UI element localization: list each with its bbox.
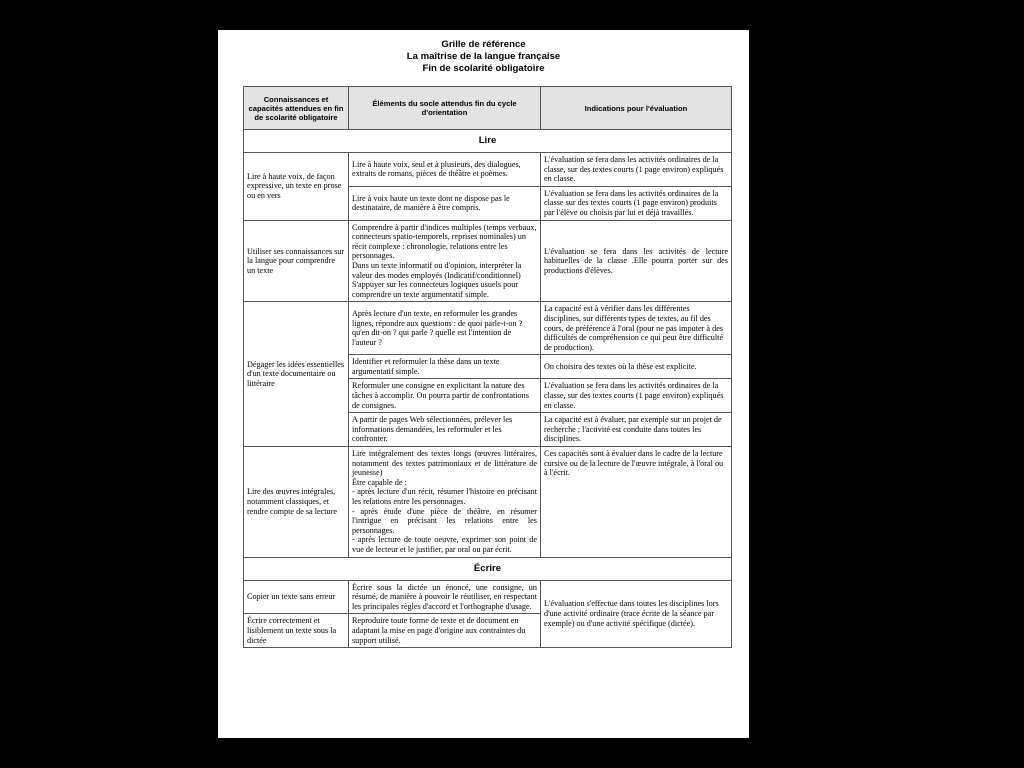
skill-cell: Copier un texte sans erreur [244, 580, 349, 614]
column-header-evaluation-label: Indications pour l'évaluation [584, 103, 688, 113]
element-line: Dans un texte informatif ou d'opinion, interpréter la valeur des modes employés (Indicatif/conditionnel) [352, 260, 522, 280]
skill-cell: Dégager les idées essentielles d'un texte documentaire ou littéraire [244, 302, 349, 447]
table-row [244, 447, 732, 558]
table-row [244, 302, 732, 355]
table-row [244, 220, 732, 302]
document-title [218, 39, 749, 75]
skill-cell: Lire à haute voix, de façon expressive, un texte en prose ou en vers [244, 153, 349, 221]
indication-cell: On choisira des textes où la thèse est explicite. [541, 355, 732, 379]
element-cell: Après lecture d'un texte, en reformuler les grandes lignes, répondre aux questions : de quoi parle-t-on ? qu'en dit-on ? qui parle ? quelle est l'intention de l'auteur ? [349, 302, 541, 355]
document-page [218, 30, 749, 738]
title-line-2: La maîtrise de la langue française [406, 51, 561, 62]
indication-cell: Ces capacités sont à évaluer dans le cadre de la lecture cursive ou de la lecture de l'œuvre intégrale, à l'oral ou à l'écrit. [541, 447, 732, 558]
table-header-row [244, 87, 732, 130]
element-cell [349, 220, 541, 302]
element-cell: Identifier et reformuler la thèse dans un texte argumentatif simple. [349, 355, 541, 379]
element-cell: Lire à voix haute un texte dont ne dispose pas le destinataire, de manière à être compris. [349, 186, 541, 220]
section-row-ecrire [244, 557, 732, 580]
element-line: - après étude d'une pièce de théâtre, en résumer l'intrigue en précisant les relations entre les personnages. [352, 506, 537, 535]
element-cell: Reformuler une consigne en explicitant la nature des tâches à accomplir. On pourra partir de confrontations de consignes. [349, 379, 541, 413]
indication-cell: L'évaluation se fera dans les activités ordinaires de la classe, sur des textes courts (1 page environ) expliqués en classe. [541, 379, 732, 413]
column-header-elements-label: Éléments du socle attendus fin du cycle d'orientation [372, 99, 517, 117]
element-cell [349, 447, 541, 558]
skill-cell: Écrire correctement et lisiblement un texte sous la dictée [244, 614, 349, 648]
title-line-3: Fin de scolarité obligatoire [422, 63, 545, 74]
element-line: Lire intégralement des textes longs (œuvres littéraires, notamment des textes patrimoniaux et de littérature de jeunesse) [352, 449, 537, 478]
section-row-lire [244, 130, 732, 153]
element-cell: Écrire sous la dictée un énoncé, une consigne, un résumé, de manière à pouvoir le réutiliser, en respectant les principales règles d'accord et l'orthographe d'usage. [349, 580, 541, 614]
element-line: - après lecture de toute oeuvre, exprimer son point de vue de lecteur et le justifier, par oral ou par écrit. [352, 535, 537, 554]
reference-table [243, 86, 732, 648]
element-line: - après lecture d'un récit, résumer l'histoire en précisant les relations entre les personnages. [352, 487, 537, 506]
indication-cell: La capacité est à vérifier dans les différentes disciplines, sur différents types de textes, au fil des cours, de préférence à l'oral (pour ne pas imputer à des difficultés de compréhension ce qui peut être difficulté de production). [541, 302, 732, 355]
column-header-elements [349, 87, 541, 130]
indication-cell: La capacité est à évaluer, par exemple sur un projet de recherche ; l'activité est conduite dans toutes les disciplines. [541, 413, 732, 447]
indication-cell: L'évaluation se fera dans les activités de lecture habituelles de la classe .Elle pourra porter sur des productions d'élèves. [541, 220, 732, 302]
element-cell: Lire à haute voix, seul et à plusieurs, des dialogues, extraits de romans, pièces de théâtre et poèmes. [349, 153, 541, 187]
element-cell: Reproduire toute forme de texte et de document en adaptant la mise en page d'origine aux contraintes du support utilisé. [349, 614, 541, 648]
element-line: Être capable de : [352, 477, 407, 487]
table-row [244, 580, 732, 614]
indication-cell: L'évaluation se fera dans les activités ordinaires de la classe, sur des textes courts (1 page environ) expliqués en classe. [541, 153, 732, 187]
column-header-knowledge: Connaissances et capacités attendues en fin de scolarité obligatoire [244, 87, 349, 130]
title-line-1: Grille de référence [441, 39, 526, 50]
section-title-ecrire: Écrire [244, 557, 732, 580]
element-cell: A partir de pages Web sélectionnées, prélever les informations demandées, les reformuler et les confronter. [349, 413, 541, 447]
element-line: Comprendre à partir d'indices multiples (temps verbaux, connecteurs spatio-temporels, reprises nominales) un récit complexe : chronologie, relations entre les personnages. [352, 222, 537, 261]
table-row [244, 153, 732, 187]
skill-cell: Utiliser ses connaissances sur la langue pour comprendre un texte [244, 220, 349, 302]
indication-cell: L'évaluation se fera dans les activités ordinaires de la classe sur des textes courts (1 page environ) produits par l'élève ou choisis par lui et déjà travaillés. [541, 186, 732, 220]
element-line: S'appuyer sur les connecteurs logiques usuels pour comprendre un texte argumentatif simple. [352, 280, 519, 299]
indication-cell: L'évaluation s'effectue dans toutes les disciplines lors d'une activité ordinaire (trace écrite de la séance par exemple) ou d'une activité spécifique (dictée). [541, 580, 732, 648]
column-header-evaluation [541, 87, 732, 130]
skill-cell: Lire des œuvres intégrales, notamment classiques, et rendre compte de sa lecture [244, 447, 349, 558]
section-title-lire: Lire [244, 130, 732, 153]
